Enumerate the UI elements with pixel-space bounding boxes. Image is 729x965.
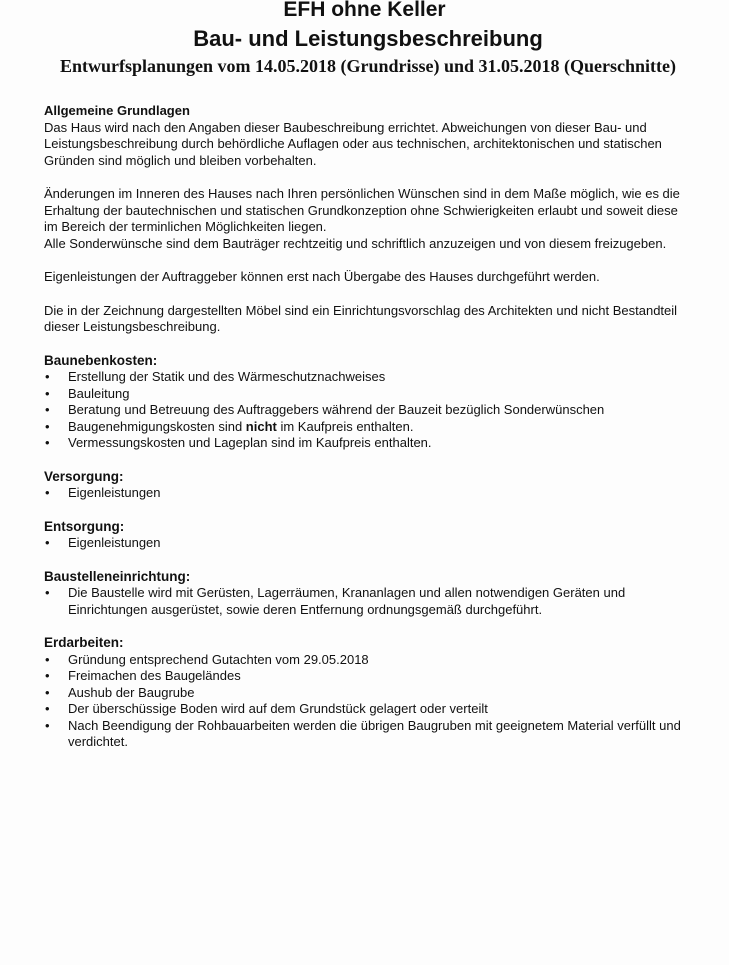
bullet-list: [44, 652, 689, 751]
list-item: • Bauleitung: [44, 386, 689, 403]
bullet-list: [44, 535, 689, 552]
section-heading-baustelleneinrichtung: Baustelleneinrichtung:: [44, 568, 191, 584]
paragraph-self-performance: Eigenleistungen der Auftraggeber können erst nach Übergabe des Hauses durchgeführt werden.: [44, 269, 600, 284]
document-title: EFH ohne Keller: [283, 0, 446, 21]
bullet-list: [44, 585, 689, 618]
section-baunebenkosten: [44, 353, 689, 452]
section-erdarbeiten: [44, 635, 689, 751]
bullet-list: [44, 369, 689, 452]
section-heading-erdarbeiten: Erdarbeiten:: [44, 635, 124, 650]
paragraph-changes: Änderungen im Inneren des Hauses nach Ihren persönlichen Wünschen sind in dem Maße möglich, wie es die Erhaltung der bautechnischen und statischen Grundkonzeption ohne Schwierigkeiten erlaubt und soweit diese im Bereich der terminlichen Möglichkeiten liegen.: [44, 186, 680, 234]
paragraph-furniture: Die in der Zeichnung dargestellten Möbel sind ein Einrichtungsvorschlag des Architekten und nicht Bestandteil dieser Leistungsbeschreibung.: [44, 302, 678, 334]
section-baustelleneinrichtung: [44, 569, 689, 619]
document-subtitle: Bau- und Leistungsbeschreibung: [193, 26, 543, 51]
section-entsorgung: [44, 519, 689, 552]
paragraph-special-wishes: Alle Sonderwünsche sind dem Bauträger rechtzeitig und schriftlich anzuzeigen und von diesem freizugeben.: [44, 235, 667, 251]
paragraph-intro: Das Haus wird nach den Angaben dieser Baubeschreibung errichtet. Abweichungen von dieser Bau- und Leistungsbeschreibung durch behördliche Auflagen oder aus technischen, architektonischen und statischen Gründen sind möglich und bleiben vorbehalten.: [44, 119, 662, 168]
list-item: [44, 419, 689, 436]
list-item: • Aushub der Baugrube: [44, 685, 689, 702]
list-item: • Gründung entsprechend Gutachten vom 29.05.2018: [44, 652, 689, 669]
list-item-text: im Kaufpreis enthalten.: [276, 418, 414, 434]
list-item: • Eigenleistungen: [44, 535, 689, 552]
planning-date-line: Entwurfsplanungen vom 14.05.2018 (Grundrisse) und 31.05.2018 (Querschnitte): [59, 56, 677, 76]
section-heading-versorgung: Versorgung:: [44, 468, 124, 484]
section-heading-general: Allgemeine Grundlagen: [44, 103, 190, 118]
bullet-list: [44, 485, 689, 502]
list-item: • Der überschüssige Boden wird auf dem Grundstück gelagert oder verteilt: [44, 701, 689, 718]
list-item: • Die Baustelle wird mit Gerüsten, Lagerräumen, Krananlagen und allen notwendigen Geräten und Einrichtungen ausgerüstet, sowie deren Entfernung ordnungsgemäß durchgeführt.: [44, 585, 689, 618]
list-item: • Freimachen des Baugeländes: [44, 668, 689, 685]
list-item: • Eigenleistungen: [44, 485, 689, 502]
section-heading-baunebenkosten: Baunebenkosten:: [44, 352, 158, 368]
list-item: • Erstellung der Statik und des Wärmeschutznachweises: [44, 369, 689, 386]
section-versorgung: [44, 469, 689, 502]
emphasis-not: nicht: [245, 418, 277, 434]
document-body: [44, 103, 689, 768]
list-item-text: Baugenehmigungskosten sind: [68, 418, 246, 434]
list-item: • Nach Beendigung der Rohbauarbeiten werden die übrigen Baugruben mit geeignetem Material verfüllt und verdichtet.: [44, 718, 689, 751]
list-item: • Beratung und Betreuung des Auftraggebers während der Bauzeit bezüglich Sonderwünschen: [44, 402, 689, 419]
list-item: • Vermessungskosten und Lageplan sind im Kaufpreis enthalten.: [44, 435, 689, 452]
section-heading-entsorgung: Entsorgung:: [44, 518, 125, 534]
